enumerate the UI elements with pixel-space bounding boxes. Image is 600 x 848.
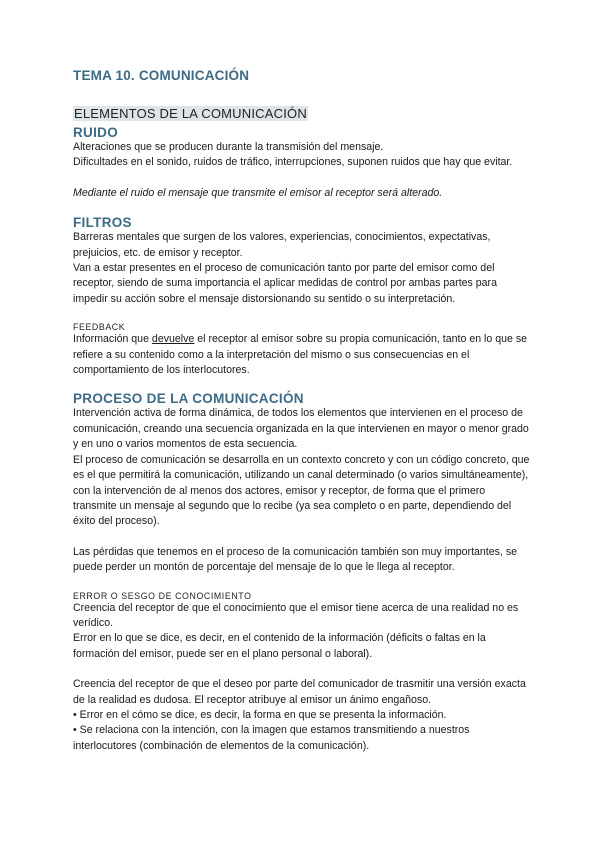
error-paragraph-2: Error en lo que se dice, es decir, en el contenido de la información (déficits o faltas en la formación del emisor, puede ser en el plano personal o laboral). [73, 632, 486, 660]
section-band-elementos: ELEMENTOS DE LA COMUNICACIÓN [74, 106, 307, 121]
heading-ruido: RUIDO [73, 125, 118, 140]
proceso-paragraph-1: Intervención activa de forma dinámica, de todos los elementos que intervienen en el proceso de comunicación, creando una secuencia organizada en la que intervienen en mayor o menor grado y en uno o varios momentos de esta secuencia. [73, 407, 529, 451]
ruido-italic-note: Mediante el ruido el mensaje que transmite el emisor al receptor será alterado. [73, 186, 443, 199]
heading-error: ERROR O SESGO DE CONOCIMIENTO [73, 590, 252, 601]
ruido-paragraph-1: Alteraciones que se producen durante la transmisión del mensaje. [73, 141, 384, 153]
error-paragraph-1: Creencia del receptor de que el conocimiento que el emisor tiene acerca de una realidad no es verídico. [73, 601, 519, 629]
feedback-underlined-word: devuelve [151, 333, 195, 346]
error-bullet-1: • Error en el cómo se dice, es decir, la forma en que se presenta la información. [73, 708, 447, 721]
filtros-paragraph-2: Van a estar presentes en el proceso de comunicación tanto por parte del emisor como del receptor, siendo de suma importancia el aplicar medidas de control por ambas partes para impedir su acción sobre el mensaje distorsionando su sentido o su interpretación. [73, 262, 497, 305]
heading-feedback: FEEDBACK [73, 322, 126, 333]
document-content [73, 68, 531, 754]
filtros-paragraph-1: Barreras mentales que surgen de los valores, experiencias, conocimientos, expectativas, prejuicios, etc. de emisor y receptor. [73, 231, 491, 259]
heading-filtros: FILTROS [73, 215, 132, 231]
section-band-wrapper [73, 105, 531, 123]
document-title: TEMA 10. COMUNICACIÓN [73, 68, 250, 83]
feedback-paragraph [73, 332, 531, 378]
proceso-paragraph-3: Las pérdidas que tenemos en el proceso de la comunicación también son muy importantes, se puede perder un montón de porcentaje del mensaje de lo que le llega al receptor. [73, 545, 518, 574]
proceso-paragraph-2: El proceso de comunicación se desarrolla en un contexto concreto y con un código concreto, que es el que permitirá la comunicación, utilizando un canal determinado (o varios simultáneamente), con la intervención de al menos dos actores, emisor y receptor, de forma que el primero transmite un mensaje al segundo que lo recibe (ya sea completo o en parte, dependiendo del éxito del proceso). [73, 453, 530, 528]
error-paragraph-3: Creencia del receptor de que el deseo por parte del comunicador de trasmitir una versión exacta de la realidad es dudosa. El receptor atribuye al emisor un ánimo engañoso. [73, 678, 526, 706]
error-bullet-2: • Se relaciona con la intención, con la imagen que estamos transmitiendo a nuestros interlocutores (combinación de elementos de la comunicación). [73, 724, 470, 752]
feedback-text-end: el receptor al emisor sobre su propia comunicación, tanto en lo que se refiere a su contenido como a la interpretación del mismo o sus consecuencias en el comportamiento de los interlocutores. [73, 333, 528, 377]
feedback-text-start: Información que [73, 333, 152, 346]
ruido-paragraph-2: Dificultades en el sonido, ruidos de tráfico, interrupciones, suponen ruidos que hay que evitar. [73, 156, 513, 169]
heading-proceso: PROCESO DE LA COMUNICACIÓN [73, 391, 304, 407]
